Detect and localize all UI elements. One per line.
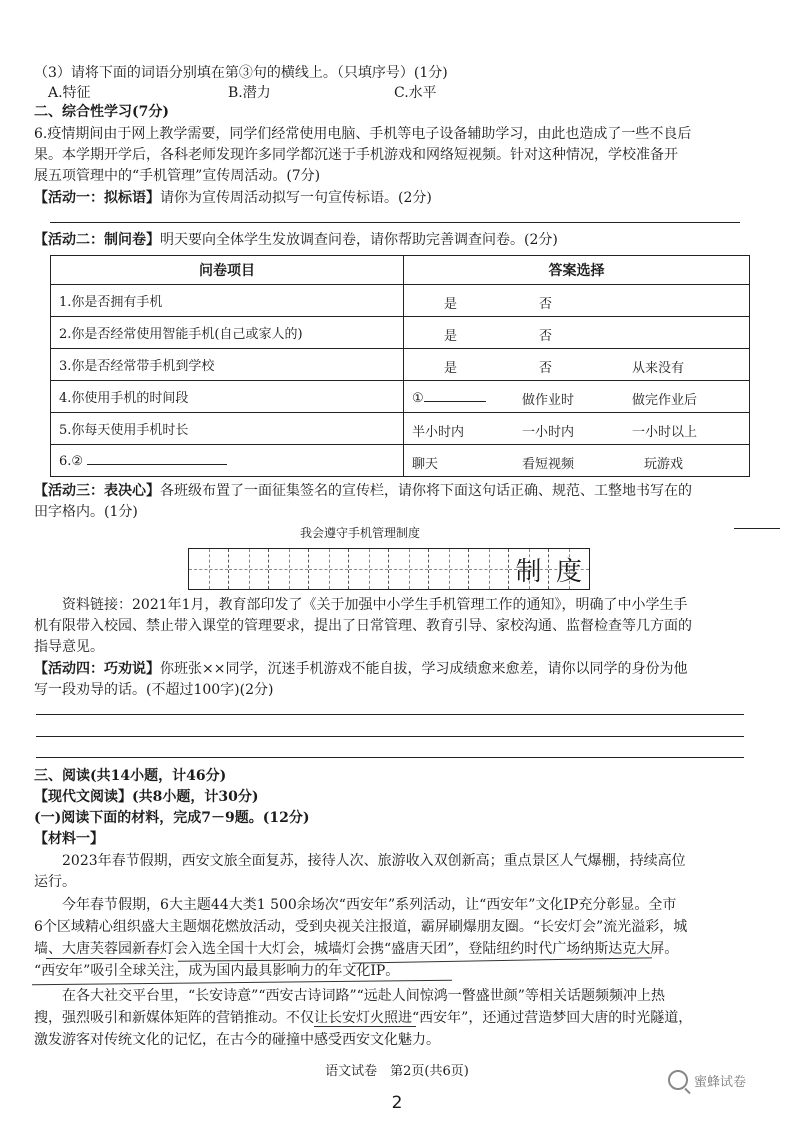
material1-label: 【材料一】 xyxy=(34,831,104,847)
survey-answer xyxy=(404,445,750,477)
survey-question xyxy=(51,445,404,477)
activity3-label: 【活动三：表决心】 xyxy=(34,483,160,499)
survey-answer xyxy=(404,285,750,317)
activity3 xyxy=(34,482,754,501)
para1-line-2: 运行。 xyxy=(34,874,76,890)
answer-option[interactable]: 玩游戏 xyxy=(644,457,684,472)
q3-option-b: B.潜力 xyxy=(228,85,271,101)
survey-question: 3.你是否经常带手机到学校 xyxy=(51,349,404,381)
q3-option-c: C.水平 xyxy=(394,85,437,101)
tianzige-grid[interactable] xyxy=(188,548,590,590)
activity4-label: 【活动四：巧劝说】 xyxy=(34,661,160,677)
part1-heading: (一)阅读下面的材料，完成7－9题。(12分) xyxy=(34,810,310,826)
answer-option[interactable]: 从来没有 xyxy=(632,361,685,376)
answer-option[interactable]: 做作业时 xyxy=(522,393,575,408)
activity2-label: 【活动二：制问卷】 xyxy=(34,232,160,248)
page-number: 2 xyxy=(391,1093,403,1113)
table-row xyxy=(51,445,750,477)
survey-question: 2.你是否经常使用智能手机(自己或家人的) xyxy=(51,317,404,349)
grid-cell[interactable] xyxy=(349,549,389,589)
grid-cell[interactable] xyxy=(469,549,509,589)
para3-line-3: 激发游客对传统文化的记忆，在古今的碰撞中感受西安文化魅力。 xyxy=(34,1032,440,1048)
watermark-text: 蜜蜂试卷 xyxy=(694,1074,747,1090)
q3-option-a: A.特征 xyxy=(48,85,91,101)
handwritten-underline xyxy=(46,958,166,959)
table-row xyxy=(51,349,750,381)
answer-option[interactable]: 否 xyxy=(539,297,553,312)
survey-answer xyxy=(404,381,750,413)
answer-option[interactable]: 半小时内 xyxy=(412,425,465,440)
modern-heading: 【现代文阅读】(共8小题，计30分) xyxy=(34,789,259,805)
answer-option[interactable]: 做完作业后 xyxy=(632,393,698,408)
link-line-2: 机有限带入校园、禁止带入课堂的管理要求，提出了日常管理、教育引导、家校沟通、监督检查等几方面的 xyxy=(34,618,692,634)
grid-cell[interactable] xyxy=(549,549,589,589)
para3-line-1: 在各大社交平台里，“长安诗意”“西安古诗词路”“远赴人间惊鸿一瞥盛世颜”等相关话题频频冲上热 xyxy=(62,988,665,1004)
answer-option[interactable]: 是 xyxy=(444,297,458,312)
question-number: 6.② xyxy=(59,454,84,469)
search-icon xyxy=(668,1070,688,1090)
q6-line-1: 6.疫情期间由于网上教学需要，同学们经常使用电脑、手机等电子设备辅助学习，由此也造成了一些不良后 xyxy=(34,126,692,142)
table-row xyxy=(51,413,750,445)
activity1-label: 【活动一：拟标语】 xyxy=(34,190,160,206)
q6-line-2: 果。本学期开学后，各科老师发现许多同学都沉迷于手机游戏和网络短视频。针对这种情况，学校准备开 xyxy=(34,147,678,163)
activity4-answer-line[interactable] xyxy=(36,714,744,715)
para2-line-1: 今年春节假期，6大主题44大类1 500余场次“西安年”系列活动，让“西安年”文化IP充分彰显。全市 xyxy=(62,897,677,913)
table-row xyxy=(51,381,750,413)
table-row xyxy=(51,317,750,349)
activity4-text-2: 写一段劝导的话。(不超过100字)(2分) xyxy=(34,682,274,698)
answer-option-blank[interactable] xyxy=(412,389,486,406)
activity4-answer-line[interactable] xyxy=(36,736,744,737)
activity2-text: 明天要向全体学生发放调查问卷，请你帮助完善调查问卷。(2分) xyxy=(160,232,558,248)
fill-blank[interactable] xyxy=(87,452,227,465)
handwritten-char: 制 xyxy=(515,556,542,587)
answer-option[interactable]: 否 xyxy=(539,361,553,376)
grid-cell[interactable] xyxy=(309,549,349,589)
survey-question: 5.你每天使用手机时长 xyxy=(51,413,404,445)
activity4-text: 你班张××同学，沉迷手机游戏不能自拔，学习成绩愈来愈差，请你以同学的身份为他 xyxy=(160,661,688,677)
survey-header-row xyxy=(51,256,750,285)
section3-heading: 三、阅读(共14小题，计46分) xyxy=(34,768,227,784)
blank-marker: ① xyxy=(412,391,424,406)
activity4-answer-line[interactable] xyxy=(36,757,744,758)
page-footer: 语文试卷 第2页(共6页) xyxy=(325,1064,469,1079)
answer-option[interactable]: 看短视频 xyxy=(522,457,575,472)
handwritten-char: 度 xyxy=(555,556,582,587)
grid-cell[interactable] xyxy=(229,549,269,589)
answer-option[interactable]: 一小时以上 xyxy=(632,425,698,440)
section2-heading: 二、综合性学习(7分) xyxy=(34,104,169,120)
grid-cell[interactable] xyxy=(269,549,309,589)
para2-line-3: 墙、大唐芙蓉园新春灯会入选全国十大灯会，城墙灯会携“盛唐天团”，登陆纽约时代广场纳斯达克大屏。 xyxy=(34,941,679,957)
survey-question: 4.你使用手机的时间段 xyxy=(51,381,404,413)
activity1-answer-line[interactable] xyxy=(50,222,740,223)
activity1-text: 请你为宣传周活动拟写一句宣传标语。(2分) xyxy=(160,190,432,206)
activity1 xyxy=(34,189,754,208)
answer-option[interactable]: 一小时内 xyxy=(522,425,575,440)
para2-line-4: “西安年”吸引全球关注，成为国内最具影响力的年文化IP。 xyxy=(34,963,400,979)
answer-option[interactable]: 聊天 xyxy=(412,457,439,472)
activity3-text: 各班级布置了一面征集签名的宣传栏，请你将下面这句话正确、规范、工整地书写在的 xyxy=(160,483,692,499)
para1-line-1: 2023年春节假期，西安文旅全面复苏，接待人次、旅游收入双创新高；重点景区人气爆棚，持续高位 xyxy=(62,853,686,869)
q6-line-3: 展五项管理中的“手机管理”宣传周活动。(7分) xyxy=(34,168,321,184)
survey-header-question: 问卷项目 xyxy=(51,256,404,285)
para2-line-2: 6个区域精心组织盛大主题烟花燃放活动，受到央视关注报道，霸屏刷爆朋友圈。“长安灯会”流光溢彩，城 xyxy=(34,919,688,935)
handwritten-underline xyxy=(314,1026,416,1027)
para3-line-2: 搜，强烈吸引和新媒体矩阵的营销推动。不仅让长安灯火照进“西安年”，还通过营造梦回大唐的时光隧道， xyxy=(34,1010,693,1026)
fill-blank[interactable] xyxy=(424,389,486,402)
answer-option[interactable]: 是 xyxy=(444,329,458,344)
survey-question: 1.你是否拥有手机 xyxy=(51,285,404,317)
grid-cell[interactable] xyxy=(509,549,549,589)
survey-table xyxy=(50,255,750,477)
survey-answer xyxy=(404,317,750,349)
link-line-3: 指导意见。 xyxy=(34,639,104,655)
margin-mark xyxy=(734,528,780,529)
survey-answer xyxy=(404,349,750,381)
activity4 xyxy=(34,660,754,679)
survey-answer xyxy=(404,413,750,445)
activity3-sentence: 我会遵守手机管理制度 xyxy=(300,526,421,540)
watermark xyxy=(668,1070,746,1090)
activity3-text-2: 田字格内。(1分) xyxy=(34,504,138,520)
q3-instruction: （3）请将下面的词语分别填在第③句的横线上。（只填序号）(1分) xyxy=(34,65,448,81)
activity2 xyxy=(34,231,754,250)
answer-option[interactable]: 否 xyxy=(539,329,553,344)
table-row xyxy=(51,285,750,317)
link-line-1: 资料链接：2021年1月，教育部印发了《关于加强中小学生手机管理工作的通知》，明确了中小学生手 xyxy=(62,597,688,613)
grid-cell[interactable] xyxy=(189,549,229,589)
grid-cell[interactable] xyxy=(389,549,429,589)
survey-header-answer: 答案选择 xyxy=(404,256,750,285)
answer-option[interactable]: 是 xyxy=(444,361,458,376)
grid-cell[interactable] xyxy=(429,549,469,589)
